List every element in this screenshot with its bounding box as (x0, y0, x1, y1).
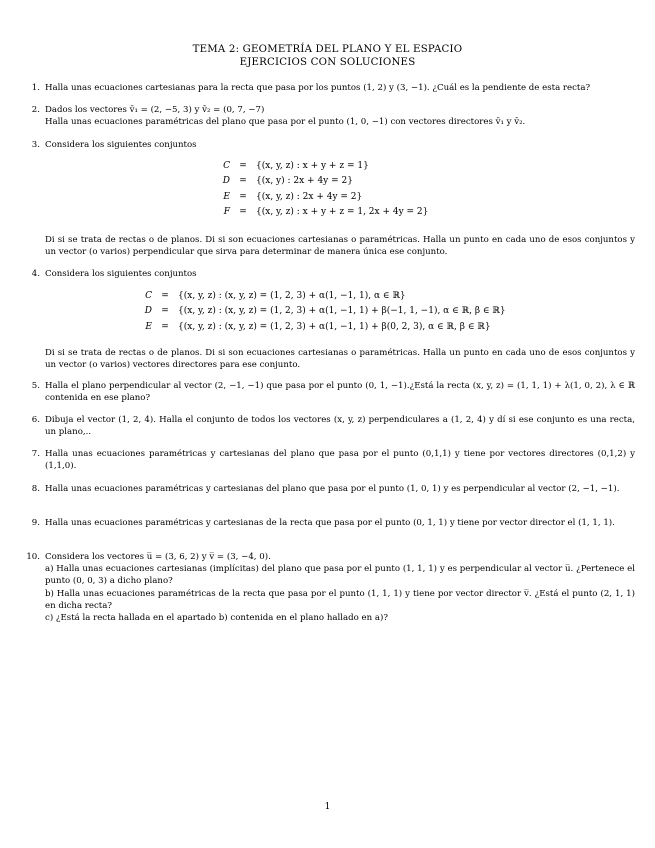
exercise-4-question (45, 347, 635, 371)
exercise-line: Considera los siguientes conjuntos (45, 269, 197, 279)
set-name: D (144, 306, 152, 317)
exercise-line: Dados los vectores v̄₁ = (2, −5, 3) y v̄₂ = (0, 7, −7) (45, 105, 265, 115)
set-equation-row (122, 304, 506, 319)
set-equation-row (200, 190, 428, 205)
exercise-number: 3. (31, 140, 40, 150)
exercise-8-text (45, 483, 635, 495)
set-equation-row (122, 320, 506, 335)
equals-sign: = (239, 176, 247, 187)
equals-sign: = (239, 191, 247, 202)
set-name: E (145, 321, 152, 332)
exercise-line: Halla el plano perpendicular al vector (2, −1, −1) que pasa por el punto (0, 1, −1).¿Está la recta (x, y, z) = (1, 1, 1) + λ(1, 0, 2), λ ∈ ℝ contenida en ese plano? (45, 381, 635, 404)
set-definition: {(x, y, z) : (x, y, z) = (1, 2, 3) + α(1, −1, 1) + β(0, 2, 3), α ∈ ℝ, β ∈ ℝ} (178, 321, 491, 332)
equals-sign: = (161, 306, 169, 317)
document-subtitle: EJERCICIOS CON SOLUCIONES (239, 57, 416, 68)
exercise-1-text (45, 82, 635, 94)
exercise-number: 7. (31, 449, 40, 459)
equals-sign: = (239, 161, 247, 171)
equals-sign: = (161, 291, 169, 301)
set-equation-row (122, 289, 506, 304)
set-definition: {(x, y, z) : x + y + z = 1} (256, 161, 369, 171)
exercise-number: 5. (31, 381, 40, 391)
exercise-4-intro (45, 268, 635, 280)
equals-sign: = (239, 207, 247, 218)
set-name: F (223, 207, 230, 218)
exercise-line: Di si se trata de rectas o de planos. Di si son ecuaciones cartesianas o paramétricas. Halla un punto en cada uno de esos conjuntos y un vector (o varios) perpendicular que sirva para determinar de manera única ese conjunto. (45, 235, 635, 258)
exercise-7-text (45, 448, 635, 472)
exercise-part-b: b) Halla unas ecuaciones paramétricas de la recta que pasa por el punto (1, 1, 1) y tiene por vector director v̅. ¿Está el punto (2, 1, 1) en dicha recta? (45, 588, 635, 611)
exercise-line: Halla unas ecuaciones paramétricas y cartesianas del plano que pasa por el punto (0,1,1) y tiene por vectores directores (0,1,2) y (1,1,0). (45, 449, 635, 472)
exercise-line: Halla unas ecuaciones cartesianas para la recta que pasa por los puntos (1, 2) y (3, −1). ¿Cuál es la pendiente de esta recta? (45, 83, 591, 93)
exercise-number: 6. (31, 415, 40, 425)
set-definition: {(x, y, z) : (x, y, z) = (1, 2, 3) + α(1, −1, 1) + β(−1, 1, −1), α ∈ ℝ, β ∈ ℝ} (178, 306, 506, 317)
set-name: C (223, 161, 230, 171)
set-name: E (223, 191, 230, 202)
set-name: D (222, 176, 230, 187)
exercise-number: 8. (31, 484, 40, 494)
exercise-line: Halla unas ecuaciones paramétricas del plano que pasa por el punto (1, 0, −1) con vectores directores v̄₁ y v̄₂. (45, 117, 526, 128)
exercise-part-c: c) ¿Está la recta hallada en el apartado b) contenida en el plano hallado en a)? (45, 613, 388, 624)
set-equations-block (200, 159, 428, 221)
exercise-line: Halla unas ecuaciones paramétricas y cartesianas de la recta que pasa por el punto (0, 1, 1) y tiene por vector director el (1, 1, 1). (45, 518, 615, 528)
set-definition: {(x, y, z) : (x, y, z) = (1, 2, 3) + α(1, −1, 1), α ∈ ℝ} (178, 291, 406, 301)
exercise-number: 2. (31, 105, 40, 115)
exercise-number: 1. (31, 83, 40, 93)
set-definition: {(x, y, z) : 2x + 4y = 2} (256, 191, 363, 202)
exercise-line: Di si se trata de rectas o de planos. Di si son ecuaciones cartesianas o paramétricas. Halla un punto en cada uno de esos conjuntos y un vector (o varios) vectores directores para ese conjunto. (45, 348, 635, 371)
exercise-2-text (45, 104, 635, 128)
exercise-line: Halla unas ecuaciones paramétricas y cartesianas del plano que pasa por el punto (1, 0, 1) y es perpendicular al vector (2, −1, −1). (45, 484, 620, 494)
exercise-6-text (45, 414, 635, 438)
set-name: C (145, 291, 152, 301)
exercise-number: 4. (31, 269, 40, 279)
set-equation-row (200, 205, 428, 220)
exercise-number: 10. (26, 552, 40, 562)
exercise-3-question (45, 234, 635, 258)
exercise-10-text (45, 551, 635, 624)
exercise-line: Considera los vectores u̅ = (3, 6, 2) y v̅ = (3, −4, 0). (45, 552, 271, 562)
exercise-line: Considera los siguientes conjuntos (45, 140, 197, 150)
exercise-5-text (45, 380, 635, 404)
document-title: TEMA 2: GEOMETRÍA DEL PLANO Y EL ESPACIO (192, 44, 463, 55)
set-equation-row (200, 174, 428, 189)
exercise-3-intro (45, 139, 635, 151)
exercise-9-text (45, 517, 635, 529)
set-equation-row (200, 159, 428, 174)
set-definition: {(x, y, z) : x + y + z = 1, 2x + 4y = 2} (256, 207, 429, 218)
equals-sign: = (161, 321, 169, 332)
set-equations-block (122, 289, 506, 335)
exercise-line: Dibuja el vector (1, 2, 4). Halla el conjunto de todos los vectores (x, y, z) perpendiculares a (1, 2, 4) y dí si ese conjunto es una recta, un plano,.. (45, 415, 635, 438)
page-number: 1 (324, 802, 331, 812)
exercise-number: 9. (31, 518, 40, 528)
exercise-part-a: a) Halla unas ecuaciones cartesianas (implícitas) del plano que pasa por el punto (1, 1, 1) y es perpendicular al vector u̅. ¿Pertenece el punto (0, 0, 3) a dicho plano? (45, 564, 635, 587)
set-definition: {(x, y) : 2x + 4y = 2} (256, 176, 353, 187)
